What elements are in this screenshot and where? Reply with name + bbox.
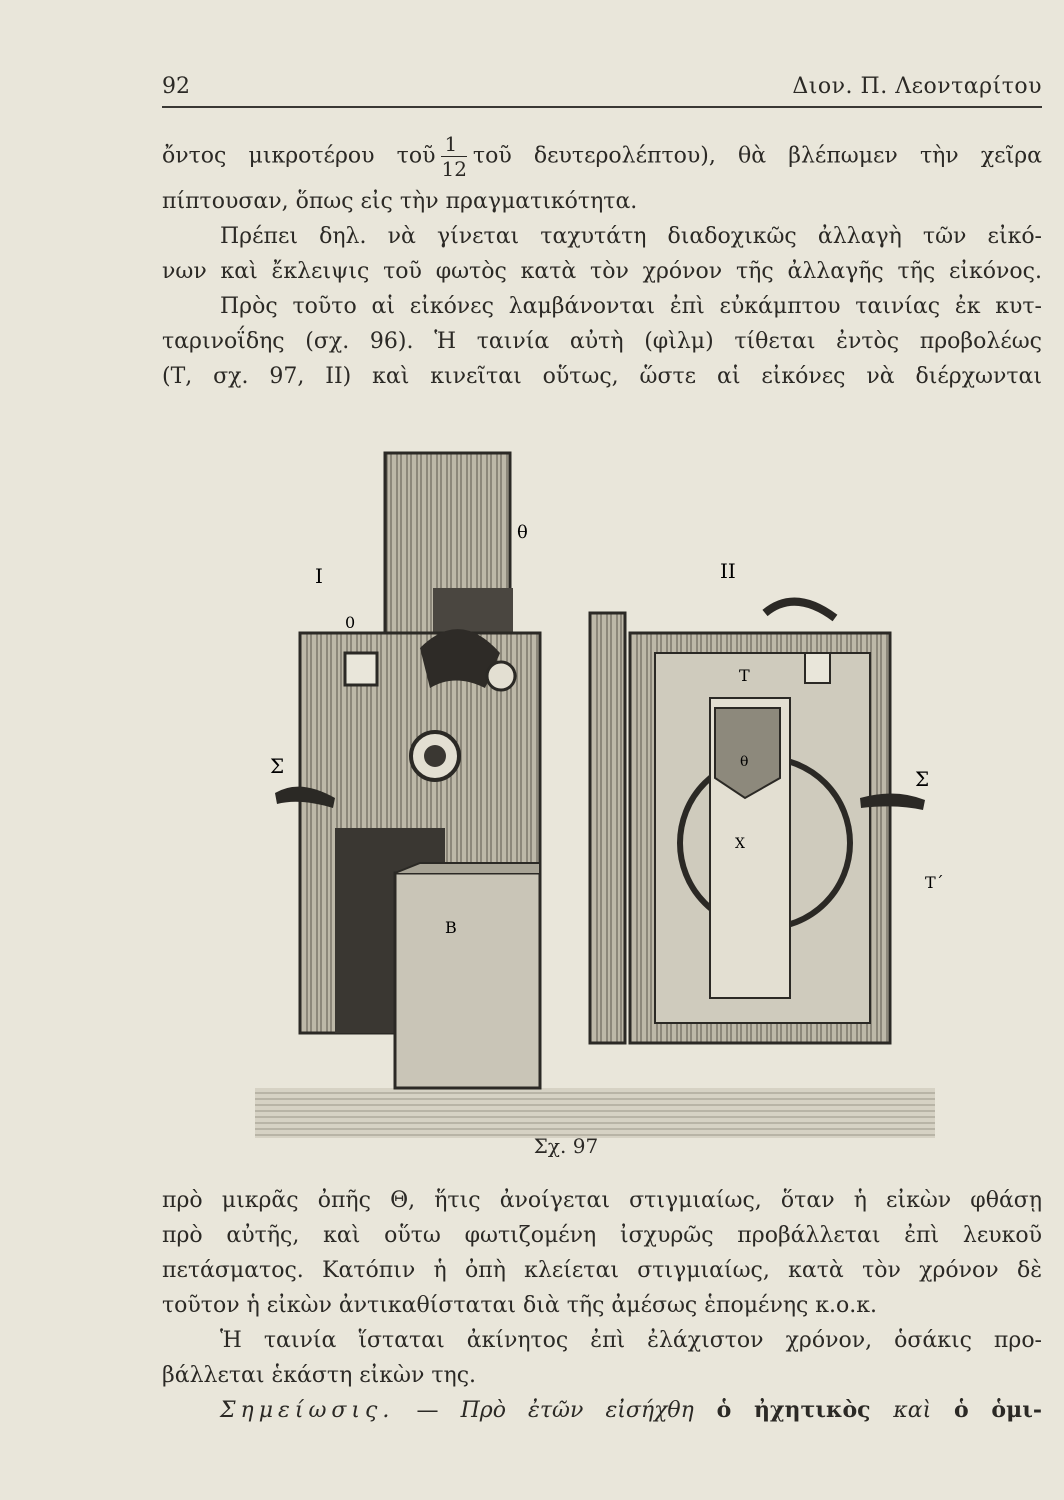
text-line: Πρέπει δηλ. νὰ γίνεται ταχυτάτη διαδοχικῶς ἀλλαγὴ τῶν εἰκό-	[220, 224, 1042, 249]
italic-text: Πρὸ ἐτῶν εἰσήχθη	[460, 1398, 694, 1423]
label-T: Τ	[739, 666, 750, 685]
text-line: τοῦτον ἡ εἰκὼν ἀντικαθίσταται διὰ τῆς ἀμέσως ἑπομένης κ.ο.κ.	[162, 1293, 878, 1318]
running-head: Διον. Π. Λεονταρίτου	[792, 74, 1042, 99]
label-X: Χ	[735, 836, 745, 852]
floor-hatching	[255, 1088, 935, 1138]
label-O: 0	[345, 613, 356, 632]
fraction-numerator: 1	[441, 132, 466, 157]
label-T-prime: Τ΄	[925, 873, 944, 892]
bold-text: ὁ ἠχητικὸς	[693, 1397, 894, 1423]
note-line	[162, 1393, 1042, 1428]
label-sigma-left: Σ	[270, 754, 285, 778]
label-B: Β	[445, 918, 457, 937]
text-segment: ὄντος μικροτέρου τοῦ	[162, 143, 436, 169]
fraction	[441, 132, 466, 181]
text-line: πίπτουσαν, ὅπως εἰς τὴν πραγματικότητα.	[162, 189, 638, 214]
note-heading: Σημείωσις.	[220, 1398, 395, 1423]
text-line: πετάσματος. Κατόπιν ἡ ὀπὴ κλείεται στιγμιαίως, κατὰ τὸν χρόνον δὲ	[162, 1258, 1042, 1283]
label-I: Ι	[315, 564, 323, 588]
italic-text: καὶ	[893, 1398, 932, 1423]
text-line: Πρὸς τοῦτο αἱ εἰκόνες λαμβάνονται ἐπὶ εὐκάμπτου ταινίας ἐκ κυτ-	[220, 294, 1042, 319]
bold-text: ὁ ὁμι-	[931, 1397, 1042, 1423]
text-line: βάλλεται ἑκάστη εἰκὼν της.	[162, 1363, 477, 1388]
fraction-denominator: 12	[441, 157, 467, 181]
page-number: 92	[162, 74, 190, 99]
text-line: Ἡ ταινία ἵσταται ἀκίνητος ἐπὶ ἐλάχιστον χρόνον, ὁσάκις προ-	[220, 1328, 1042, 1353]
label-II: ΙΙ	[720, 559, 736, 583]
dash: —	[394, 1398, 461, 1423]
text-bottom	[162, 1183, 1042, 1428]
label-theta-gate: θ	[740, 754, 749, 770]
projector-closed	[275, 453, 540, 1088]
projector-illustration	[235, 448, 955, 1138]
text-line: νων καὶ ἔκλειψις τοῦ φωτὸς κατὰ τὸν χρόνον τῆς ἀλλαγῆς τῆς εἰκόνος.	[162, 259, 1042, 284]
text-line: ταρινοΐδης (σχ. 96). Ἡ ταινία αὐτὴ (φὶλμ) τίθεται ἐντὸς προβολέως	[162, 329, 1042, 354]
fraction-line	[162, 132, 1042, 202]
text-line: (Τ, σχ. 97, ΙΙ) καὶ κινεῖται οὕτως, ὥστε αἱ εἰκόνες νὰ διέρχωνται	[162, 364, 1042, 389]
text-line: πρὸ αὐτῆς, καὶ οὕτω φωτιζομένη ἰσχυρῶς προβάλλεται ἐπὶ λευκοῦ	[162, 1223, 1042, 1248]
label-theta: θ	[517, 522, 528, 543]
label-sigma-right: Σ	[915, 767, 930, 791]
text-segment: τοῦ δευτερολέπτου), θὰ βλέπωμεν τὴν χεῖρα	[472, 143, 1042, 169]
page-header	[162, 70, 1042, 108]
text-line: πρὸ μικρᾶς ὀπῆς Θ, ἥτις ἀνοίγεται στιγμιαίως, ὅταν ἡ εἰκὼν φθάσῃ	[162, 1188, 1042, 1213]
text-top	[162, 132, 1042, 394]
figure-caption: Σχ. 97	[533, 1134, 599, 1158]
projector-open	[590, 602, 925, 1043]
